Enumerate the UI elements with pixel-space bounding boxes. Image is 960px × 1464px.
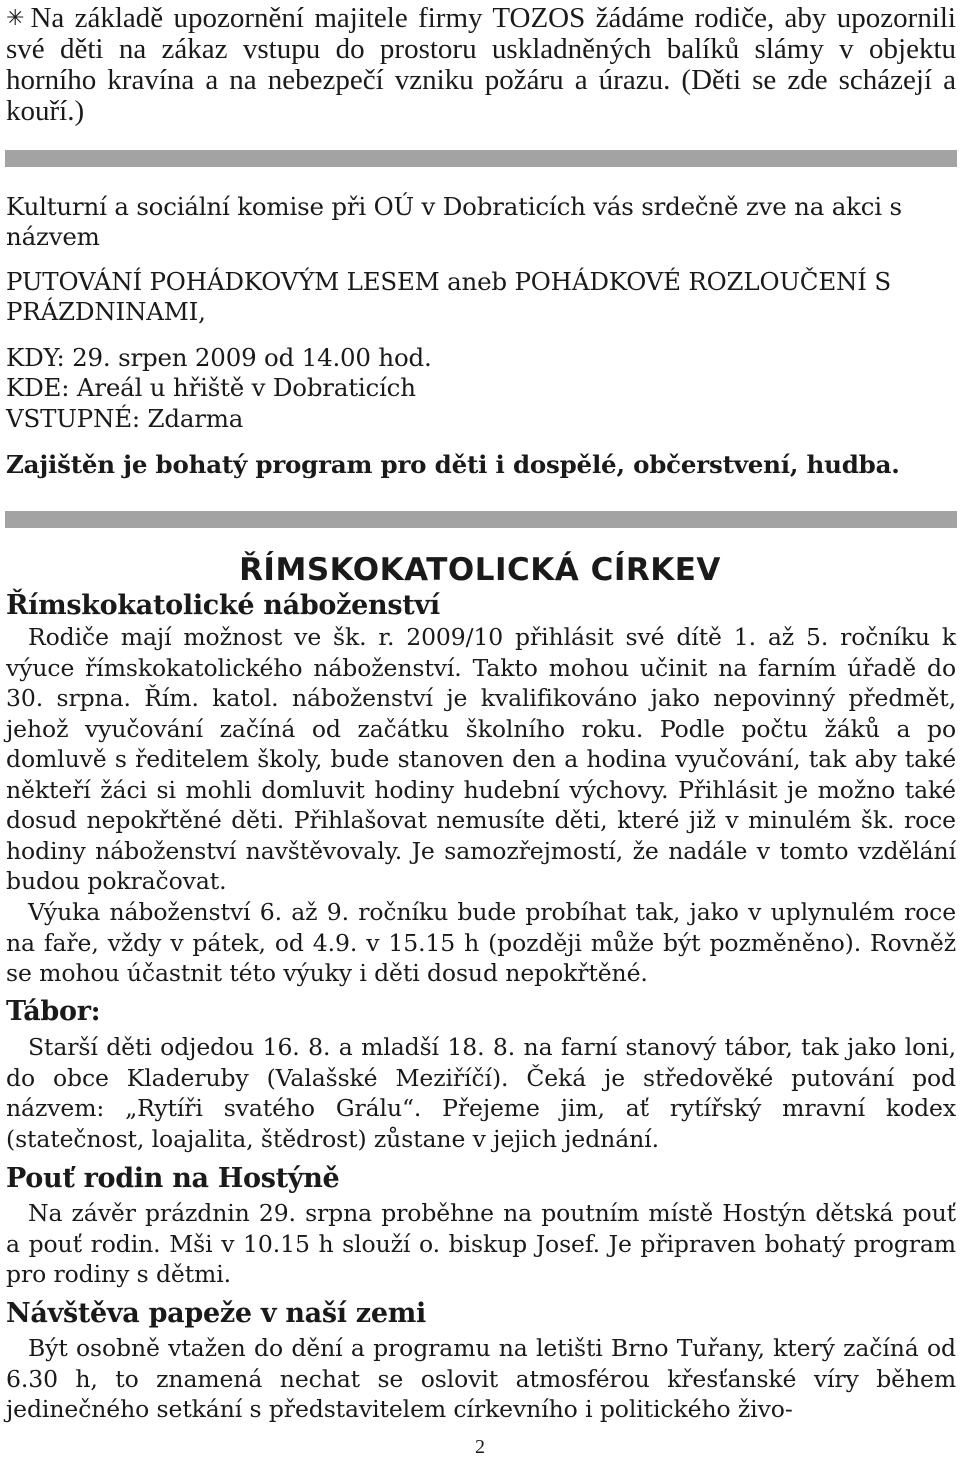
event-where: KDE: Areál u hřiště v Dobraticích (6, 373, 416, 402)
section-divider (5, 150, 957, 167)
camp-paragraph: Starší děti odjedou 16. 8. a mladší 18. 8. na farní stanový tábor, tak jako loni, do obce Kladeruby (Valašské Meziříčí). Čeká je středověké putování pod názvem: „Rytíři svatého Grálu“. Přejeme jim, ať rytířský mravní kodex (statečnost, loajalita, štědrost) zůstane v jejich jednání. (6, 1033, 956, 1153)
event-when: KDY: 29. srpen 2009 od 14.00 hod. (6, 343, 432, 372)
education-paragraph-1: Rodiče mají možnost ve šk. r. 2009/10 přihlásit své dítě 1. až 5. ročníku k výuce římskokatolického náboženství. Takto mohou učinit na farním úřadě do 30. srpna. Řím. katol. náboženství je kvalifikováno jako nepovinný předmět, jehož vyučování začíná od začátku školního roku. Podle počtu žáků a po domluvě s ředitelem školy, bude stanoven den a hodina vyučování, tak aby také někteří žáci si mohli domluvit hodiny hudební výchovy. Přihlásit je možno také dosud nepokřtěné děti. Přihlašovat nemusíte děti, které již v minulém šk. roce hodiny náboženství navštěvovaly. Je samozřejmostí, že nadále v tomto vzdělání budou pokračovat. (6, 623, 956, 895)
notice-paragraph (6, 2, 956, 127)
heading-religious-education: Římskokatolické náboženství (6, 590, 440, 621)
heading-pope-visit: Návštěva papeže v naší zemi (6, 1298, 426, 1329)
heading-pilgrimage: Pouť rodin na Hostýně (6, 1163, 340, 1194)
event-program: Zajištěn je bohatý program pro děti i dospělé, občerstvení, hudba. (6, 450, 900, 479)
asterisk-bullet-icon: ✳ (6, 5, 25, 30)
event-admission: VSTUPNÉ: Zdarma (6, 404, 244, 433)
pope-paragraph: Být osobně vtažen do dění a programu na letišti Brno Tuřany, který začíná od 6.30 h, to znamená nechat se oslovit atmosférou křesťanské víry během jedinečného setkání s představitelem církevního i politického živo- (6, 1334, 956, 1423)
section-divider (5, 511, 957, 528)
education-paragraph-2: Výuka náboženství 6. až 9. ročníku bude probíhat tak, jako v uplynulém roce na faře, vždy v pátek, od 4.9. v 15.15 h (později může být pozměněno). Rovněž se mohou účastnit této výuky i děti dosud nepokřtěné. (6, 898, 956, 987)
event-intro: Kulturní a sociální komise při OÚ v Dobraticích vás srdečně zve na akci s názvem (6, 192, 902, 251)
event-name: PUTOVÁNÍ POHÁDKOVÝM LESEM aneb POHÁDKOVÉ ROZLOUČENÍ S PRÁZDNINAMI, (6, 267, 891, 326)
notice-text: Na základě upozornění majitele firmy TOZOS žádáme rodiče, aby upozornili své děti na zákaz vstupu do prostoru uskladněných balíků slámy v objektu horního kravína a na nebezpečí vzniku požáru a úrazu. (Děti se zde scházejí a kouří.) (6, 2, 956, 127)
pilgrimage-paragraph: Na závěr prázdnin 29. srpna proběhne na poutním místě Hostýn dětská pouť a pouť rodin. Mši v 10.15 h slouží o. biskup Josef. Je připraven bohatý program pro rodiny s dětmi. (6, 1199, 956, 1288)
page-number: 2 (475, 1436, 485, 1458)
heading-camp: Tábor: (6, 996, 101, 1027)
section-title: ŘÍMSKOKATOLICKÁ CÍRKEV (239, 552, 721, 588)
